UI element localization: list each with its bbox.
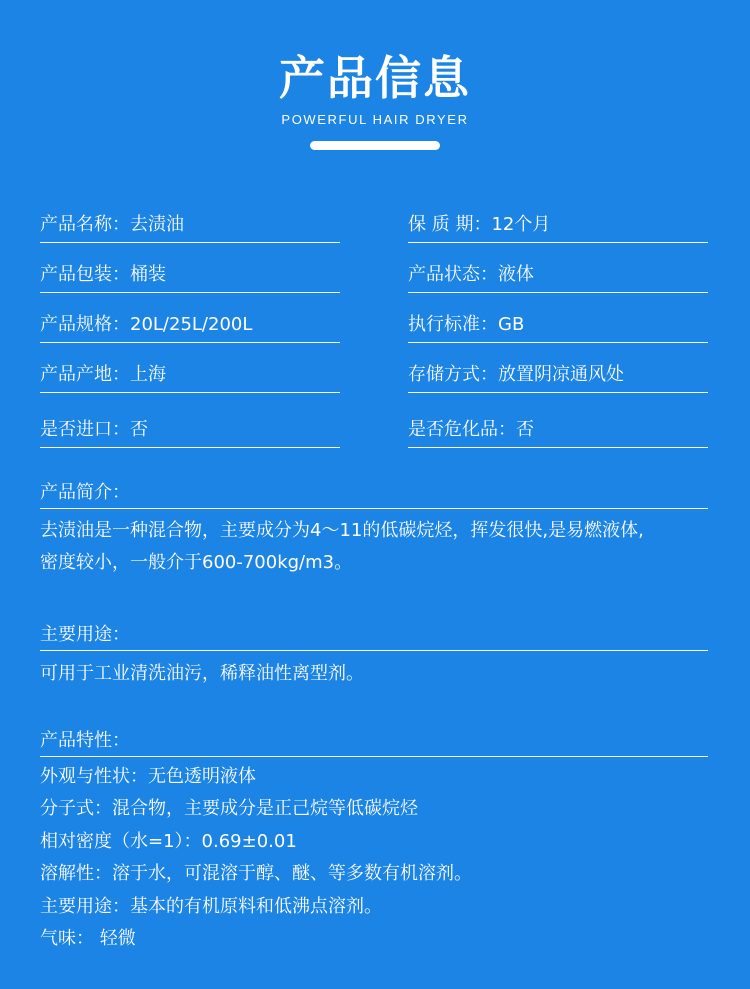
field-storage [408,362,708,393]
field-label: 产品状态： [408,264,498,285]
property-item: 气味： 轻微 [40,928,136,949]
field-specification [40,312,340,343]
field-label: 存储方式： [408,364,498,385]
field-label: 产品产地： [40,364,130,385]
field-shelf-life [408,212,708,243]
field-state [408,262,708,293]
property-item: 分子式：混合物，主要成分是正己烷等低碳烷烃 [40,798,418,819]
title-underline-bar [310,141,440,150]
field-label: 是否危化品： [408,419,516,440]
field-value: 20L/25L/200L [130,314,253,335]
field-product-name [40,212,340,243]
usage-heading: 主要用途： [40,622,708,651]
intro-line: 密度较小，一般介于600-700kg/m3。 [40,552,353,573]
field-value: 桶装 [130,264,166,285]
property-item: 溶解性：溶于水，可混溶于醇、醚、等多数有机溶剂。 [40,863,472,884]
field-label: 是否进口： [40,419,130,440]
usage-text: 可用于工业清洗油污，稀释油性离型剂。 [40,663,364,684]
field-value: 否 [516,419,534,440]
intro-text [40,515,740,579]
property-item: 相对密度（水=1）：0.69±0.01 [40,831,297,852]
page-title: 产品信息 [279,51,471,105]
property-item: 外观与性状：无色透明液体 [40,766,256,787]
field-value: 上海 [130,364,166,385]
field-value: 放置阴凉通风处 [498,364,624,385]
field-standard [408,312,708,343]
field-label: 产品规格： [40,314,130,335]
field-origin [40,362,340,393]
intro-heading: 产品简介： [40,480,708,509]
field-value: 去渍油 [130,214,184,235]
field-value: 12个月 [491,214,551,235]
field-label: 产品名称： [40,214,130,235]
properties-heading: 产品特性： [40,728,708,757]
field-label: 执行标准： [408,314,498,335]
field-value: 否 [130,419,148,440]
field-value: GB [498,314,525,335]
field-hazardous [408,417,708,448]
field-value: 液体 [498,264,534,285]
field-packaging [40,262,340,293]
field-imported [40,417,340,448]
page-subtitle: POWERFUL HAIR DRYER [281,112,469,127]
field-label: 保 质 期： [408,214,492,235]
property-item: 主要用途：基本的有机原料和低沸点溶剂。 [40,896,382,917]
intro-line: 去渍油是一种混合物，主要成分为4～11的低碳烷烃，挥发很快,是易燃液体, [40,520,644,541]
field-label: 产品包装： [40,264,130,285]
